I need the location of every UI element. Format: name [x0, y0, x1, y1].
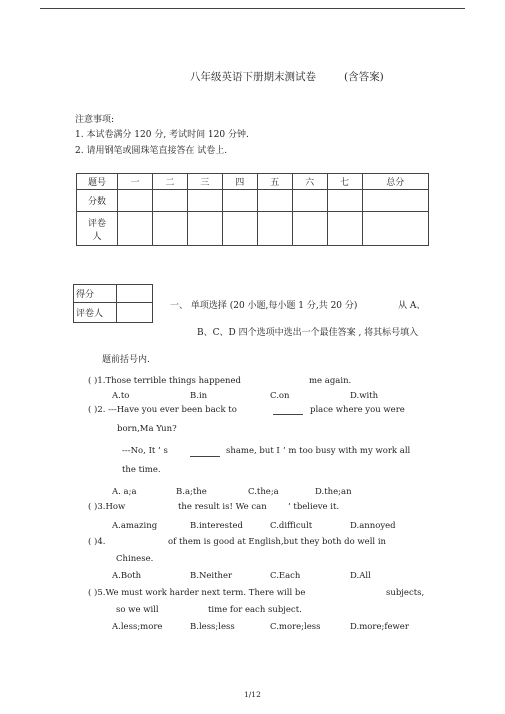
grader-cell[interactable]: [257, 212, 292, 246]
score-table: [76, 173, 429, 246]
score-header-cell: 五: [257, 174, 292, 190]
section-heading-line2: B、C、D 四个选项中选出一个最佳答案 , 将其标号填入: [197, 328, 419, 338]
page-title-suffix: (含答案): [344, 71, 384, 83]
notes-item-2: 2. 请用钢笔或圆珠笔直接答在 试卷上.: [75, 146, 228, 156]
question-1-option-c[interactable]: C.on: [270, 391, 290, 401]
question-2-stem: ( )2. ---Have you ever been back to: [88, 405, 237, 415]
grader-cell[interactable]: [152, 212, 187, 246]
score-cell[interactable]: [118, 190, 153, 212]
grader-cell[interactable]: [222, 212, 257, 246]
question-3-option-c[interactable]: C.difficult: [270, 521, 313, 531]
question-3-stem: ( )3.How: [88, 502, 126, 512]
score-row-label: 分数: [77, 190, 118, 212]
grader-cell[interactable]: [327, 212, 362, 246]
question-5-option-d[interactable]: D.more;fewer: [350, 622, 409, 632]
grader-cell[interactable]: [118, 212, 153, 246]
section-heading: 一、 单项选择 (20 小题,每小题 1 分,共 20 分): [170, 301, 358, 311]
question-1-option-a[interactable]: A.to: [112, 391, 130, 401]
question-2-stem-line3c: ’ m too busy with my work all: [283, 446, 411, 456]
question-2-stem-line4: the time.: [122, 465, 161, 475]
notes-heading: 注意事项:: [75, 115, 115, 125]
question-3-stem-tail: ’ tbelieve it.: [288, 502, 340, 512]
score-header-cell: 总分: [362, 174, 428, 190]
question-2-stem-line3a: ---No, It ’ s: [122, 446, 168, 456]
question-5-stem-tail: subjects,: [386, 588, 425, 598]
notes-item-1: 1. 本试卷满分 120 分, 考试时间 120 分钟.: [75, 130, 249, 140]
question-1-stem-tail: me again.: [309, 376, 352, 386]
page-number: 1/12: [244, 690, 261, 699]
score-cell[interactable]: [257, 190, 292, 212]
grader-cell[interactable]: [362, 212, 428, 246]
question-2-stem-line2: born,Ma Yun?: [117, 424, 177, 434]
question-5-option-a[interactable]: A.less;more: [112, 622, 163, 632]
question-4-option-a[interactable]: A.Both: [112, 571, 142, 581]
top-rule: [40, 8, 465, 9]
question-2-blank-2[interactable]: [190, 448, 220, 457]
question-4-option-d[interactable]: D.All: [350, 571, 371, 581]
grader-row-label: [77, 212, 118, 246]
grader-cell[interactable]: [187, 212, 222, 246]
page-title: 八年级英语下册期末测试卷: [190, 71, 316, 83]
score-header-cell: 二: [152, 174, 187, 190]
question-4-option-c[interactable]: C.Each: [270, 571, 301, 581]
question-5-option-c[interactable]: C.more;less: [270, 622, 321, 632]
question-5-stem-line2a: so we will: [116, 605, 159, 615]
question-4-stem: ( )4.: [88, 537, 106, 547]
section-heading-line3: 题前括号内.: [102, 355, 150, 365]
question-1-option-d[interactable]: D.with: [350, 391, 379, 401]
question-3-stem-mid: the result is! We can: [178, 502, 267, 512]
question-4-stem-tail: of them is good at English,but they both do well in: [168, 537, 387, 547]
question-3-option-b[interactable]: B.interested: [190, 521, 243, 531]
score-cell[interactable]: [187, 190, 222, 212]
score-header-cell: 题号: [77, 174, 118, 190]
question-4-option-b[interactable]: B.Neither: [190, 571, 233, 581]
score-header-cell: 六: [292, 174, 327, 190]
score-cell[interactable]: [152, 190, 187, 212]
question-2-option-c[interactable]: C.the;a: [248, 487, 279, 497]
question-1-option-b[interactable]: B.in: [190, 391, 208, 401]
question-1-stem: ( )1.Those terrible things happened: [88, 376, 241, 386]
grader-label-line1: 评卷: [87, 218, 106, 229]
score-header-cell: 七: [327, 174, 362, 190]
section-score-cell[interactable]: [117, 285, 153, 303]
grader-label-line2: 人: [92, 231, 102, 242]
score-cell[interactable]: [327, 190, 362, 212]
question-5-stem-line2b: time for each subject.: [208, 605, 302, 615]
score-header-cell: 三: [187, 174, 222, 190]
score-cell[interactable]: [362, 190, 428, 212]
question-3-option-a[interactable]: A.amazing: [112, 521, 158, 531]
question-2-option-d[interactable]: D.the;an: [315, 487, 352, 497]
section-grader-cell[interactable]: [117, 303, 153, 323]
score-cell[interactable]: [292, 190, 327, 212]
question-2-stem-tail: place where you were: [310, 405, 405, 415]
question-5-option-b[interactable]: B.less;less: [190, 622, 235, 632]
question-5-stem: ( )5.We must work harder next term. There will be: [88, 588, 306, 598]
section-grader-label: 评卷人: [74, 303, 117, 323]
score-header-cell: 四: [222, 174, 257, 190]
section-score-table: [73, 284, 153, 323]
question-2-option-b[interactable]: B.a;the: [176, 487, 207, 497]
question-3-option-d[interactable]: D.annoyed: [350, 521, 396, 531]
question-2-option-a[interactable]: A. a;a: [112, 487, 137, 497]
section-heading-tail: 从 A、: [398, 301, 426, 311]
score-header-cell: 一: [118, 174, 153, 190]
question-4-stem-line2: Chinese.: [116, 554, 154, 564]
score-cell[interactable]: [222, 190, 257, 212]
question-2-blank-1[interactable]: [273, 406, 303, 415]
grader-cell[interactable]: [292, 212, 327, 246]
section-score-label: 得分: [74, 285, 117, 303]
question-2-stem-line3b: shame, but I: [226, 446, 280, 456]
